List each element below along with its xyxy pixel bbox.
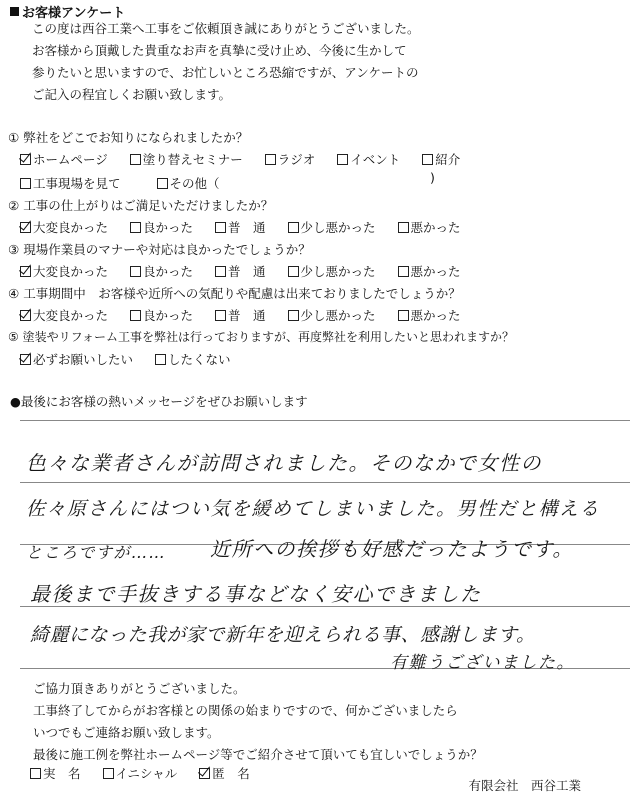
option-label: 大変良かった (33, 308, 109, 323)
option[interactable] (157, 174, 220, 192)
handwritten-line: 有難うございました。 (390, 653, 575, 673)
question-number: ⑤ (8, 330, 19, 344)
option[interactable] (155, 350, 231, 368)
option[interactable] (20, 262, 108, 280)
question-text: 弊社をどこでお知りになられましたか？ (23, 130, 249, 145)
option[interactable] (20, 174, 121, 192)
checkbox-checked-icon[interactable] (20, 310, 31, 321)
checkbox-icon[interactable] (130, 266, 141, 277)
checkbox-icon[interactable] (215, 310, 226, 321)
option[interactable] (215, 218, 266, 236)
checkbox-icon[interactable] (215, 266, 226, 277)
question-5 (8, 328, 514, 345)
checkbox-icon[interactable] (130, 310, 141, 321)
option-label: 工事現場を見て (33, 176, 121, 191)
checkbox-icon[interactable] (288, 310, 299, 321)
checkbox-icon[interactable] (157, 178, 168, 189)
question-4 (8, 284, 461, 302)
checkbox-icon[interactable] (30, 768, 41, 779)
question-number: ④ (8, 286, 20, 301)
option-label: 大変良かった (33, 264, 109, 279)
outro-paragraph (33, 678, 483, 766)
question-1-options-row-1 (20, 150, 478, 168)
checkbox-icon[interactable] (103, 768, 114, 779)
option[interactable] (288, 262, 376, 280)
checkbox-icon[interactable] (398, 310, 409, 321)
message-heading: ●最後にお客様の熱いメッセージをぜひお願いします (10, 394, 308, 409)
option[interactable] (215, 306, 266, 324)
checkbox-checked-icon[interactable] (20, 354, 31, 365)
option-label: その他（ (169, 176, 220, 191)
question-2 (8, 196, 273, 214)
survey-title-text: お客様アンケート (22, 6, 126, 21)
checkbox-checked-icon[interactable] (20, 222, 31, 233)
checkbox-checked-icon[interactable] (20, 266, 31, 277)
question-number: ① (8, 130, 20, 145)
option-label: 悪かった (410, 308, 461, 323)
option-label: 大変良かった (33, 220, 109, 235)
outro-line: いつでもご連絡お願い致します。 (33, 725, 220, 740)
question-5-options (20, 350, 249, 368)
question-number: ② (8, 198, 20, 213)
option[interactable] (398, 306, 461, 324)
option-real-name[interactable] (30, 764, 81, 782)
outro-line: ご協力頂きありがとうございました。 (33, 681, 246, 696)
handwritten-line: 最後まで手抜きする事などなく安心できました (30, 582, 482, 606)
option-label: イニシャル (115, 766, 178, 781)
intro-line: この度は西谷工業へ工事をご依頼頂き誠にありがとうございました。 (32, 21, 420, 36)
checkbox-checked-icon[interactable] (20, 154, 31, 165)
name-options (30, 764, 268, 782)
option[interactable] (20, 306, 108, 324)
option-label: 少し悪かった (300, 308, 376, 323)
option-label: 必ずお願いしたい (33, 352, 134, 367)
question-2-options (20, 218, 479, 236)
question-1 (8, 128, 248, 146)
message-rule (20, 482, 630, 483)
option-label: 良かった (143, 264, 194, 279)
option-label: ラジオ (277, 152, 316, 167)
option-label: 少し悪かった (300, 220, 376, 235)
option[interactable] (130, 306, 193, 324)
option[interactable] (398, 218, 461, 236)
handwritten-line: 綺麗になった我が家で新年を迎えられる事、感謝します。 (30, 624, 536, 646)
outro-line: 工事終了してからがお客様との関係の始まりですので、何かございましたら (33, 703, 458, 718)
option-initials[interactable] (103, 764, 178, 782)
question-text: 工事期間中 お客様や近所への気配りや配慮は出来ておりましたでしょうか？ (23, 286, 461, 301)
checkbox-icon[interactable] (130, 222, 141, 233)
option[interactable] (130, 218, 193, 236)
handwritten-line: 色々な業者さんが訪問されました。そのなかで女性の (26, 451, 542, 475)
option-label: 実 名 (43, 766, 81, 781)
option-label: 悪かった (410, 220, 461, 235)
checkbox-icon[interactable] (215, 222, 226, 233)
option-label: 良かった (143, 220, 194, 235)
checkbox-icon[interactable] (20, 178, 31, 189)
handwritten-line: 佐々原さんにはつい気を緩めてしまいました。男性だと構える (26, 498, 601, 520)
option-label: 普 通 (228, 220, 266, 235)
question-text: 現場作業員のマナーや対応は良かったでしょうか？ (23, 242, 311, 257)
option[interactable] (422, 150, 460, 168)
checkbox-icon[interactable] (288, 222, 299, 233)
option[interactable] (20, 218, 108, 236)
question-3 (8, 240, 311, 258)
other-close-paren: ) (430, 170, 435, 185)
intro-line: 参りたいと思いますので、お忙しいところ恐縮ですが、アンケートの (32, 65, 419, 80)
checkbox-checked-icon[interactable] (199, 768, 210, 779)
checkbox-icon[interactable] (288, 266, 299, 277)
option-label: 普 通 (228, 308, 266, 323)
option-label: ホームページ (33, 152, 108, 167)
question-1-options-row-2 (20, 174, 238, 192)
option-label: したくない (168, 352, 231, 367)
checkbox-icon[interactable] (422, 154, 433, 165)
checkbox-icon[interactable] (398, 266, 409, 277)
intro-line: お客様から頂戴した貴重なお声を真摯に受け止め、今後に生かして (32, 43, 407, 58)
option-label: 塗り替えセミナー (142, 152, 243, 167)
option[interactable] (337, 150, 400, 168)
intro-line: ご記入の程宜しくお願い致します。 (32, 87, 232, 102)
option-label: 良かった (143, 308, 194, 323)
option-label: 匿 名 (212, 766, 250, 781)
option[interactable] (398, 262, 461, 280)
question-3-options (20, 262, 479, 280)
option-anonymous[interactable] (199, 764, 250, 782)
question-text: 塗装やリフォーム工事を弊社は行っておりますが、再度弊社を利用したいと思われますか？ (22, 330, 514, 344)
option-label: イベント (350, 152, 401, 167)
option[interactable] (288, 306, 376, 324)
option[interactable] (215, 262, 266, 280)
option[interactable] (130, 262, 193, 280)
option[interactable] (20, 150, 108, 168)
company-name: 有限会社 西谷工業 (468, 778, 581, 793)
option[interactable] (265, 150, 316, 168)
checkbox-icon[interactable] (398, 222, 409, 233)
option-label: 少し悪かった (300, 264, 376, 279)
handwritten-line: ところですが…… (26, 543, 166, 562)
option-label: 紹介 (435, 152, 461, 167)
question-4-options (20, 306, 479, 324)
intro-paragraph (32, 18, 420, 106)
handwritten-line: 近所への挨拶も好感だったようです。 (210, 537, 574, 561)
option-label: 悪かった (410, 264, 461, 279)
message-rule (20, 420, 630, 421)
question-text: 工事の仕上がりはご満足いただけましたか？ (23, 198, 274, 213)
option-label: 普 通 (228, 264, 266, 279)
checkbox-icon[interactable] (155, 354, 166, 365)
option[interactable] (20, 350, 133, 368)
square-bullet-icon (10, 7, 19, 16)
outro-line: 最後に施工例を弊社ホームページ等でご紹介させて頂いても宜しいでしょうか？ (33, 747, 483, 762)
checkbox-icon[interactable] (265, 154, 276, 165)
checkbox-icon[interactable] (337, 154, 348, 165)
checkbox-icon[interactable] (130, 154, 141, 165)
question-number: ③ (8, 242, 20, 257)
option[interactable] (288, 218, 376, 236)
option[interactable] (130, 150, 243, 168)
